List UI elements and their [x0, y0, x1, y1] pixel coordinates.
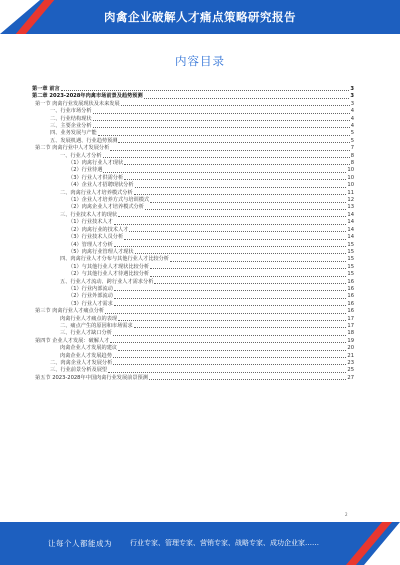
toc-entry[interactable]: [32, 219, 354, 226]
toc-entry-page: 8: [350, 160, 354, 167]
toc-entry-text: （3）行业人才需求: [68, 300, 113, 307]
toc-entry[interactable]: [32, 279, 354, 286]
toc-entry-page: 16: [347, 308, 354, 315]
toc-leader-dots: [113, 363, 346, 365]
toc-entry-page: 4: [350, 108, 354, 115]
toc-entry[interactable]: [32, 308, 354, 315]
toc-entry-text: 四、业务发展与产能: [50, 130, 97, 137]
toc-entry[interactable]: [32, 353, 354, 360]
toc-entry-page: 15: [347, 256, 354, 263]
toc-entry-text: 第三节 肉禽行业人才痛点分析: [35, 308, 105, 315]
toc-entry[interactable]: [32, 242, 354, 249]
toc-entry-page: 4: [350, 123, 354, 130]
toc-entry-page: 15: [347, 248, 354, 255]
toc-entry-text: （1）企业人才培养方式与培训模式: [68, 197, 150, 204]
toc-leader-dots: [124, 238, 346, 240]
footer-slogan-left: 让每个人都能成为: [48, 539, 112, 548]
toc-entry-page: 14: [347, 211, 354, 218]
toc-entry-text: （2）行业外部流动: [68, 293, 113, 300]
toc-leader-dots: [150, 275, 346, 277]
toc-leader-dots: [134, 193, 347, 195]
toc-entry[interactable]: [32, 130, 354, 137]
toc-leader-dots: [103, 156, 350, 158]
toc-leader-dots: [113, 334, 347, 336]
toc-entry-page: 15: [347, 263, 354, 270]
toc-leader-dots: [93, 126, 350, 128]
toc-entry-text: （4）管理人才分析: [68, 241, 113, 248]
toc-entry[interactable]: [32, 227, 354, 234]
toc-entry-page: 4: [350, 115, 354, 122]
toc-leader-dots: [103, 171, 346, 173]
toc-leader-dots: [105, 312, 346, 314]
toc-leader-dots: [114, 304, 347, 306]
toc-entry-text: 第二章 2023-2028年肉禽市场前景及趋势预测: [32, 93, 143, 100]
toc-entry-text: （3）行业人才供需分析: [68, 174, 124, 181]
toc-entry[interactable]: [32, 345, 354, 352]
toc-entry-text: 三、主要企业分析: [50, 123, 92, 130]
page-number: 2: [345, 512, 348, 517]
toc-entry[interactable]: [32, 93, 354, 100]
table-of-contents: [32, 86, 354, 382]
toc-entry-text: 肉禽企业人才发展的建议: [60, 345, 118, 352]
toc-entry-page: 16: [347, 285, 354, 292]
toc-entry-text: 五、行业人才流动、跨行业人才需求分析: [60, 278, 154, 285]
toc-leader-dots: [98, 134, 350, 136]
toc-entry-page: 18: [347, 330, 354, 337]
toc-leader-dots: [118, 141, 349, 143]
toc-entry-text: （1）行业技术人才: [68, 219, 113, 226]
toc-entry-text: （1）肉禽行业人才现状: [68, 160, 124, 167]
toc-entry-page: 17: [347, 322, 354, 329]
toc-entry-page: 16: [347, 300, 354, 307]
footer-corner-shape: [364, 522, 400, 565]
toc-entry-page: 3: [350, 93, 354, 100]
toc-entry-page: 16: [347, 293, 354, 300]
toc-leader-dots: [150, 267, 346, 269]
toc-entry-text: 五、发展机遇、行业趋势预测: [50, 137, 118, 144]
toc-entry[interactable]: [32, 153, 354, 160]
report-title: 肉禽企业破解人才痛点策略研究报告: [104, 10, 296, 24]
toc-leader-dots: [114, 223, 347, 225]
toc-entry[interactable]: [32, 205, 354, 212]
toc-leader-dots: [170, 260, 346, 262]
toc-entry-text: 肉禽行业人才痛点的表现: [60, 315, 118, 322]
toc-leader-dots: [150, 201, 346, 203]
toc-entry-page: 15: [347, 271, 354, 278]
toc-entry-page: 11: [347, 189, 354, 196]
toc-entry-page: 10: [347, 182, 354, 189]
toc-entry-text: （3）行业技术人员分析: [68, 234, 124, 241]
toc-entry-text: （4）企业人才招聘现状分析: [68, 182, 134, 189]
toc-entry[interactable]: [32, 190, 354, 197]
toc-entry-page: 25: [347, 367, 354, 374]
toc-entry[interactable]: [32, 293, 354, 300]
toc-entry[interactable]: [32, 234, 354, 241]
toc-entry-page: 14: [347, 219, 354, 226]
toc-entry-page: 3: [350, 100, 354, 107]
toc-entry-text: 二、肉禽行业人才培养模式分析: [60, 189, 133, 196]
toc-entry[interactable]: [32, 271, 354, 278]
toc-entry-text: 一、行业人才分析: [60, 152, 102, 159]
toc-entry-page: 5: [350, 130, 354, 137]
toc-leader-dots: [110, 149, 349, 151]
toc-entry-text: 第四节 企业人才发展：破解人才: [35, 337, 110, 344]
toc-entry[interactable]: [32, 256, 354, 263]
toc-entry-text: 三、行业前景分析及展望: [50, 367, 108, 374]
toc-leader-dots: [124, 163, 350, 165]
toc-entry-text: 四、肉禽行业人才分布与其他行业人才比较分析: [60, 256, 169, 263]
toc-entry-page: 8: [350, 152, 354, 159]
toc-entry-text: （5）肉禽行业管理人才现状: [68, 248, 134, 255]
toc-entry-page: 15: [347, 241, 354, 248]
toc-leader-dots: [121, 104, 350, 106]
toc-entry-text: 第一章 前言: [32, 85, 60, 92]
toc-entry-page: 5: [350, 137, 354, 144]
header-banner: [0, 0, 400, 34]
footer-banner: [0, 522, 400, 565]
toc-entry-text: 第一节 肉禽行业发展现状及未来发展: [35, 100, 120, 107]
toc-entry-text: （1）与其他行业人才现状比较分析: [68, 263, 150, 270]
toc-entry-page: 14: [347, 226, 354, 233]
toc-entry-page: 20: [347, 345, 354, 352]
toc-leader-dots: [154, 282, 346, 284]
toc-entry[interactable]: [32, 367, 354, 374]
toc-entry[interactable]: [32, 182, 354, 189]
toc-leader-dots: [129, 230, 346, 232]
footer-slogan-right: 行业专家、管理专家、营销专家、战略专家、成功企业家……: [130, 539, 319, 547]
toc-entry-text: 第二节 肉禽行业中人才发展分析: [35, 145, 110, 152]
toc-entry-text: 二、痛点产生的原因和市场需求: [60, 322, 133, 329]
toc-leader-dots: [118, 349, 346, 351]
toc-leader-dots: [134, 326, 347, 328]
toc-entry-page: 7: [350, 145, 354, 152]
toc-leader-dots: [113, 356, 347, 358]
toc-entry-text: （2）行业待遇: [68, 167, 103, 174]
toc-leader-dots: [93, 112, 350, 114]
toc-entry-page: 10: [347, 174, 354, 181]
toc-leader-dots: [118, 215, 346, 217]
toc-entry-text: （1）行业内部流动: [68, 285, 113, 292]
toc-leader-dots: [114, 297, 347, 299]
toc-entry-text: （2）与其他行业人才待遇比较分析: [68, 271, 150, 278]
toc-entry-text: （2）肉禽企业人才培养模式分析: [68, 204, 144, 211]
toc-leader-dots: [114, 245, 347, 247]
toc-heading: 内容目录: [175, 54, 225, 68]
toc-entry-text: 二、行业结构现状: [50, 115, 92, 122]
toc-entry-text: （2）肉禽行业的技术人才: [68, 226, 129, 233]
toc-entry-page: 14: [347, 234, 354, 241]
toc-entry-page: 10: [347, 167, 354, 174]
toc-entry-page: 21: [347, 352, 354, 359]
toc-entry[interactable]: [32, 116, 354, 123]
toc-entry[interactable]: [32, 167, 354, 174]
toc-leader-dots: [61, 89, 350, 91]
toc-entry-text: 一、行业市场分析: [50, 108, 92, 115]
toc-entry-page: 3: [350, 85, 354, 92]
toc-entry-page: 12: [347, 197, 354, 204]
toc-leader-dots: [149, 378, 346, 380]
toc-entry[interactable]: [32, 108, 354, 115]
toc-leader-dots: [93, 119, 350, 121]
toc-leader-dots: [124, 178, 346, 180]
toc-entry[interactable]: [32, 375, 354, 382]
toc-leader-dots: [144, 97, 350, 99]
toc-leader-dots: [110, 341, 346, 343]
toc-entry-page: 13: [347, 204, 354, 211]
toc-entry-text: 肉禽企业人才发展趋势: [60, 352, 112, 359]
toc-entry-text: 第五节 2023-2028年中国肉禽行业发展前景预测: [35, 374, 148, 381]
toc-leader-dots: [135, 252, 347, 254]
toc-entry-text: 三、行业技术人才的现状: [60, 211, 118, 218]
toc-entry[interactable]: [32, 145, 354, 152]
toc-leader-dots: [118, 319, 346, 321]
toc-entry-text: 二、肉禽企业人才发展分析: [50, 360, 113, 367]
toc-entry-page: 19: [347, 337, 354, 344]
toc-entry-page: 27: [347, 374, 354, 381]
toc-entry-page: 23: [347, 360, 354, 367]
toc-leader-dots: [135, 186, 347, 188]
toc-entry[interactable]: [32, 330, 354, 337]
toc-entry[interactable]: [32, 316, 354, 323]
toc-leader-dots: [145, 208, 346, 210]
toc-entry-text: 三、行业人才缺口分析: [60, 330, 112, 337]
toc-leader-dots: [108, 371, 346, 373]
toc-leader-dots: [114, 289, 347, 291]
toc-entry-page: 16: [347, 278, 354, 285]
toc-entry-page: 17: [347, 315, 354, 322]
